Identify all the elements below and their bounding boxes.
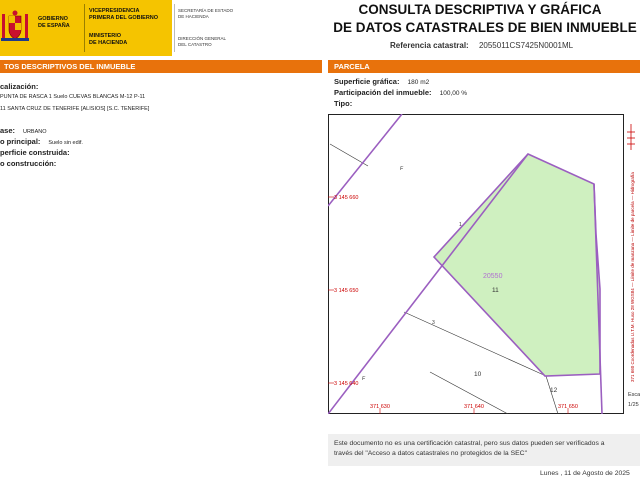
- map-legend-strip: [624, 114, 640, 414]
- neighbor-parcel-label: 10: [474, 371, 482, 378]
- ano-construccion-label: o construcción:: [0, 159, 57, 168]
- clase-label: ase:: [0, 126, 16, 135]
- government-logo-block: [0, 0, 172, 56]
- cadastral-reference: [390, 41, 573, 50]
- address-line-2: 11 SANTA CRUZ DE TENERIFE [ALISIOS] [S.C. TENERIFE]: [0, 106, 150, 112]
- edge-label: 1: [459, 222, 462, 228]
- participacion-row: [334, 88, 467, 97]
- edge-label: F: [400, 166, 404, 172]
- disclaimer-line-2: través del "Acceso a datos catastrales no protegidos de la SEC": [334, 450, 527, 457]
- disclaimer-notice: [328, 434, 640, 466]
- y-tick-label: 3 145 650: [334, 288, 359, 294]
- parcel-section-bar: PARCELA: [328, 60, 640, 73]
- superficie-grafica-value: 180 m2: [407, 79, 430, 86]
- scale-label-2: 1/25: [628, 402, 639, 408]
- edge-label: 3: [432, 320, 435, 326]
- neighbor-parcel-label: 12: [550, 387, 558, 394]
- header-divider-secondary: [174, 4, 175, 52]
- participacion-value: 100,00 %: [439, 90, 468, 97]
- property-data-section-bar: TOS DESCRIPTIVOS DEL INMUEBLE: [0, 60, 322, 73]
- page-header: [0, 0, 640, 56]
- north-arrow-icon: [626, 124, 636, 150]
- edge-label: F: [362, 376, 366, 382]
- tipo-row: [334, 99, 352, 108]
- coat-of-arms-icon: [0, 10, 30, 46]
- parcel-reference-label: 20550: [483, 273, 503, 280]
- superficie-grafica-row: [334, 77, 429, 86]
- ministerio-label: MINISTERIO DE HACIENDA: [89, 33, 128, 46]
- document-title-line1: CONSULTA DESCRIPTIVA Y GRÁFICA: [358, 2, 602, 17]
- x-tick-label: 371 650: [558, 404, 578, 410]
- tipo-label: Tipo:: [334, 99, 353, 108]
- clase-row: [0, 126, 47, 135]
- localizacion-label: calización:: [0, 82, 39, 91]
- x-tick-label: 371 640: [464, 404, 484, 410]
- cadastral-reference-label: Referencia catastral:: [390, 41, 469, 50]
- superficie-construida-label: perficie construida:: [0, 148, 70, 157]
- parcel-number-label: 11: [492, 287, 499, 294]
- participacion-label: Participación del inmueble:: [334, 88, 432, 97]
- cadastral-reference-value: 2055011CS7425N0001ML: [478, 41, 574, 50]
- header-divider: [84, 4, 85, 52]
- uso-label: o principal:: [0, 137, 41, 146]
- scale-label-1: Esca: [628, 392, 640, 398]
- parcel-map[interactable]: [328, 114, 624, 414]
- government-name: GOBIERNO DE ESPAÑA: [38, 16, 70, 29]
- disclaimer-line-1: Este documento no es una certificación catastral, pero sus datos pueden ser verificados a: [334, 440, 605, 447]
- uso-value: Suelo sin edif.: [48, 140, 83, 146]
- x-tick-label: 371 630: [370, 404, 390, 410]
- y-tick-label: 3 145 660: [334, 195, 359, 201]
- secretaria-label: SECRETARÍA DE ESTADO DE HACIENDA: [178, 8, 234, 19]
- uso-row: [0, 137, 83, 146]
- map-legend-text: 371 660 Coordenadas U.T.M. Huso 28 WGS84 — Límite de manzana — Límite de parcela — Hidrografía: [630, 172, 635, 382]
- document-title-line2: DE DATOS CATASTRALES DE BIEN INMUEBLE: [333, 20, 637, 35]
- address-line-1: PUNTA DE RASCA 1 Suelo CUEVAS BLANCAS M-12 P-11: [0, 94, 146, 100]
- direccion-general-label: DIRECCIÓN GENERAL DEL CATASTRO: [178, 36, 227, 47]
- vicepresidencia-label: VICEPRESIDENCIA PRIMERA DEL GOBIERNO: [89, 8, 159, 21]
- superficie-grafica-label: Superficie gráfica:: [334, 77, 400, 86]
- y-tick-label: 3 145 640: [334, 381, 359, 387]
- document-date: Lunes , 11 de Agosto de 2025: [540, 470, 630, 477]
- clase-value: URBANO: [22, 129, 47, 135]
